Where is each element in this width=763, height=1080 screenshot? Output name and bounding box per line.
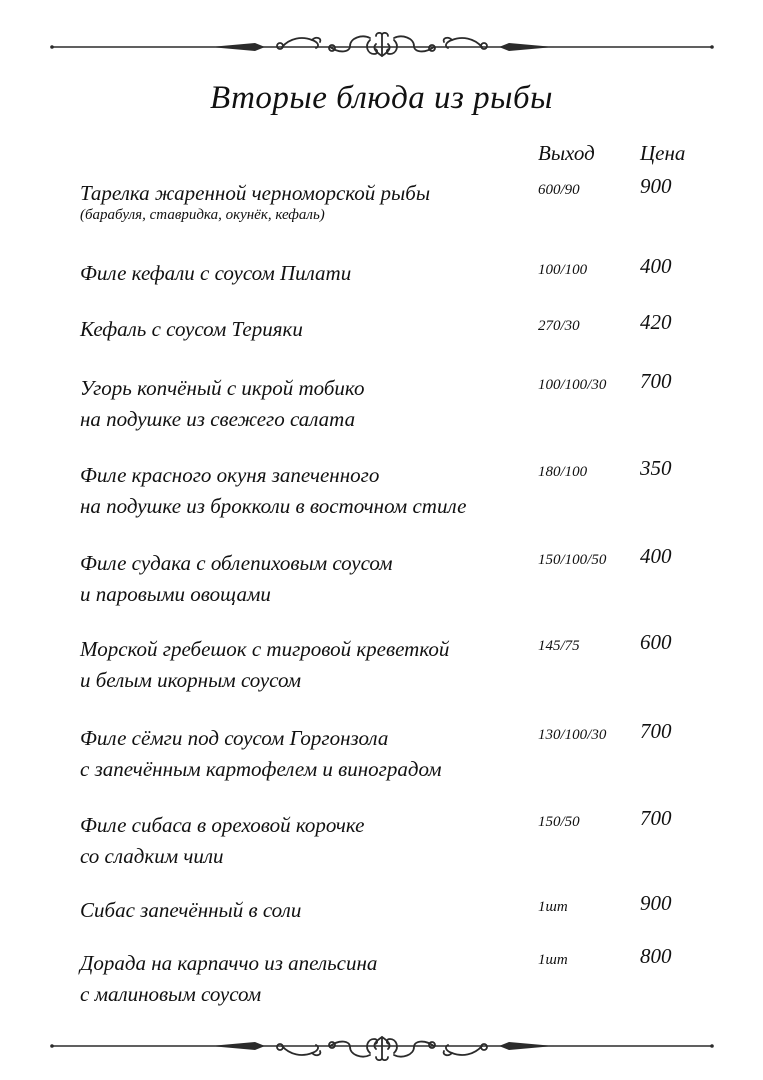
menu-item-name <box>80 314 530 345</box>
menu-item-yield: 150/50 <box>538 814 580 830</box>
menu-item <box>80 174 720 224</box>
menu-item-yield: 100/100/30 <box>538 377 607 393</box>
menu-item-name-line: Кефаль с соусом Терияки <box>80 317 303 341</box>
menu-item-name <box>80 373 530 435</box>
menu-item-name <box>80 634 530 696</box>
menu-item-name-line: Филе сёмги под соусом Горгонзола <box>80 726 389 750</box>
menu-item <box>80 891 720 926</box>
menu-item-name-line: Сибас запечённый в соли <box>80 898 302 922</box>
menu-item-yield: 600/90 <box>538 182 580 198</box>
flourish-divider-icon <box>50 1031 714 1061</box>
menu-item <box>80 630 720 696</box>
menu-item-yield: 150/100/50 <box>538 552 607 568</box>
menu-item-name <box>80 548 530 610</box>
flourish-divider-icon <box>50 32 714 62</box>
column-header-yield: Выход <box>538 141 595 165</box>
menu-item <box>80 806 720 872</box>
menu-item-name-line: и паровыми овощами <box>80 582 271 606</box>
menu-item <box>80 944 720 1010</box>
menu-item-yield: 270/30 <box>538 318 580 334</box>
menu-item-name <box>80 178 530 209</box>
menu-item <box>80 544 720 610</box>
menu-item <box>80 310 720 345</box>
menu-item-name-line: с запечённым картофелем и виноградом <box>80 757 442 781</box>
menu-item-name-line: Морской гребешок с тигровой креветкой <box>80 637 450 661</box>
menu-item-yield: 1шт <box>538 952 568 968</box>
menu-item-name <box>80 810 530 872</box>
menu-item-name-line: Филе судака с облепиховым соусом <box>80 551 393 575</box>
menu-item-name-line: Угорь копчёный с икрой тобико <box>80 376 365 400</box>
menu-item-note: (барабуля, ставридка, окунёк, кефаль) <box>80 207 325 223</box>
bottom-ornament-divider <box>50 1031 714 1061</box>
menu-item-name <box>80 258 530 289</box>
menu-item-price: 700 <box>640 806 672 830</box>
menu-item-name <box>80 895 530 926</box>
menu-item-name-line: Филе кефали с соусом Пилати <box>80 261 352 285</box>
menu-item <box>80 254 720 289</box>
menu-item-name <box>80 460 530 522</box>
menu-item-name-line: на подушке из свежего салата <box>80 407 356 431</box>
menu-item-name-line: Тарелка жаренной черноморской рыбы <box>80 181 431 205</box>
menu-item-price: 600 <box>640 630 672 654</box>
menu-item-name-line: на подушке из брокколи в восточном стиле <box>80 494 467 518</box>
menu-item-price: 350 <box>640 456 672 480</box>
top-ornament-divider <box>50 32 714 62</box>
menu-item-yield: 145/75 <box>538 638 580 654</box>
menu-item-price: 700 <box>640 719 672 743</box>
menu-item <box>80 719 720 785</box>
menu-item-price: 400 <box>640 254 672 278</box>
menu-item-price: 800 <box>640 944 672 968</box>
menu-item-name-line: и белым икорным соусом <box>80 668 302 692</box>
menu-item-price: 420 <box>640 310 672 334</box>
menu-item-yield: 1шт <box>538 899 568 915</box>
column-header-price: Цена <box>640 141 686 165</box>
menu-item-yield: 130/100/30 <box>538 727 607 743</box>
menu-item-price: 900 <box>640 891 672 915</box>
menu-item-name <box>80 723 530 785</box>
menu-item <box>80 369 720 435</box>
menu-item-price: 700 <box>640 369 672 393</box>
menu-item <box>80 456 720 522</box>
page-title: Вторые блюда из рыбы <box>210 80 553 116</box>
menu-item-price: 400 <box>640 544 672 568</box>
menu-item-name-line: со сладким чили <box>80 844 224 868</box>
menu-item-yield: 180/100 <box>538 464 588 480</box>
menu-item-name-line: Дорада на карпаччо из апельсина <box>80 951 378 975</box>
menu-item-price: 900 <box>640 174 672 198</box>
menu-item-name-line: Филе сибаса в ореховой корочке <box>80 813 365 837</box>
menu-item-name-line: с малиновым соусом <box>80 982 262 1006</box>
menu-item-yield: 100/100 <box>538 262 588 278</box>
menu-item-name-line: Филе красного окуня запеченного <box>80 463 380 487</box>
menu-item-name <box>80 948 530 1010</box>
